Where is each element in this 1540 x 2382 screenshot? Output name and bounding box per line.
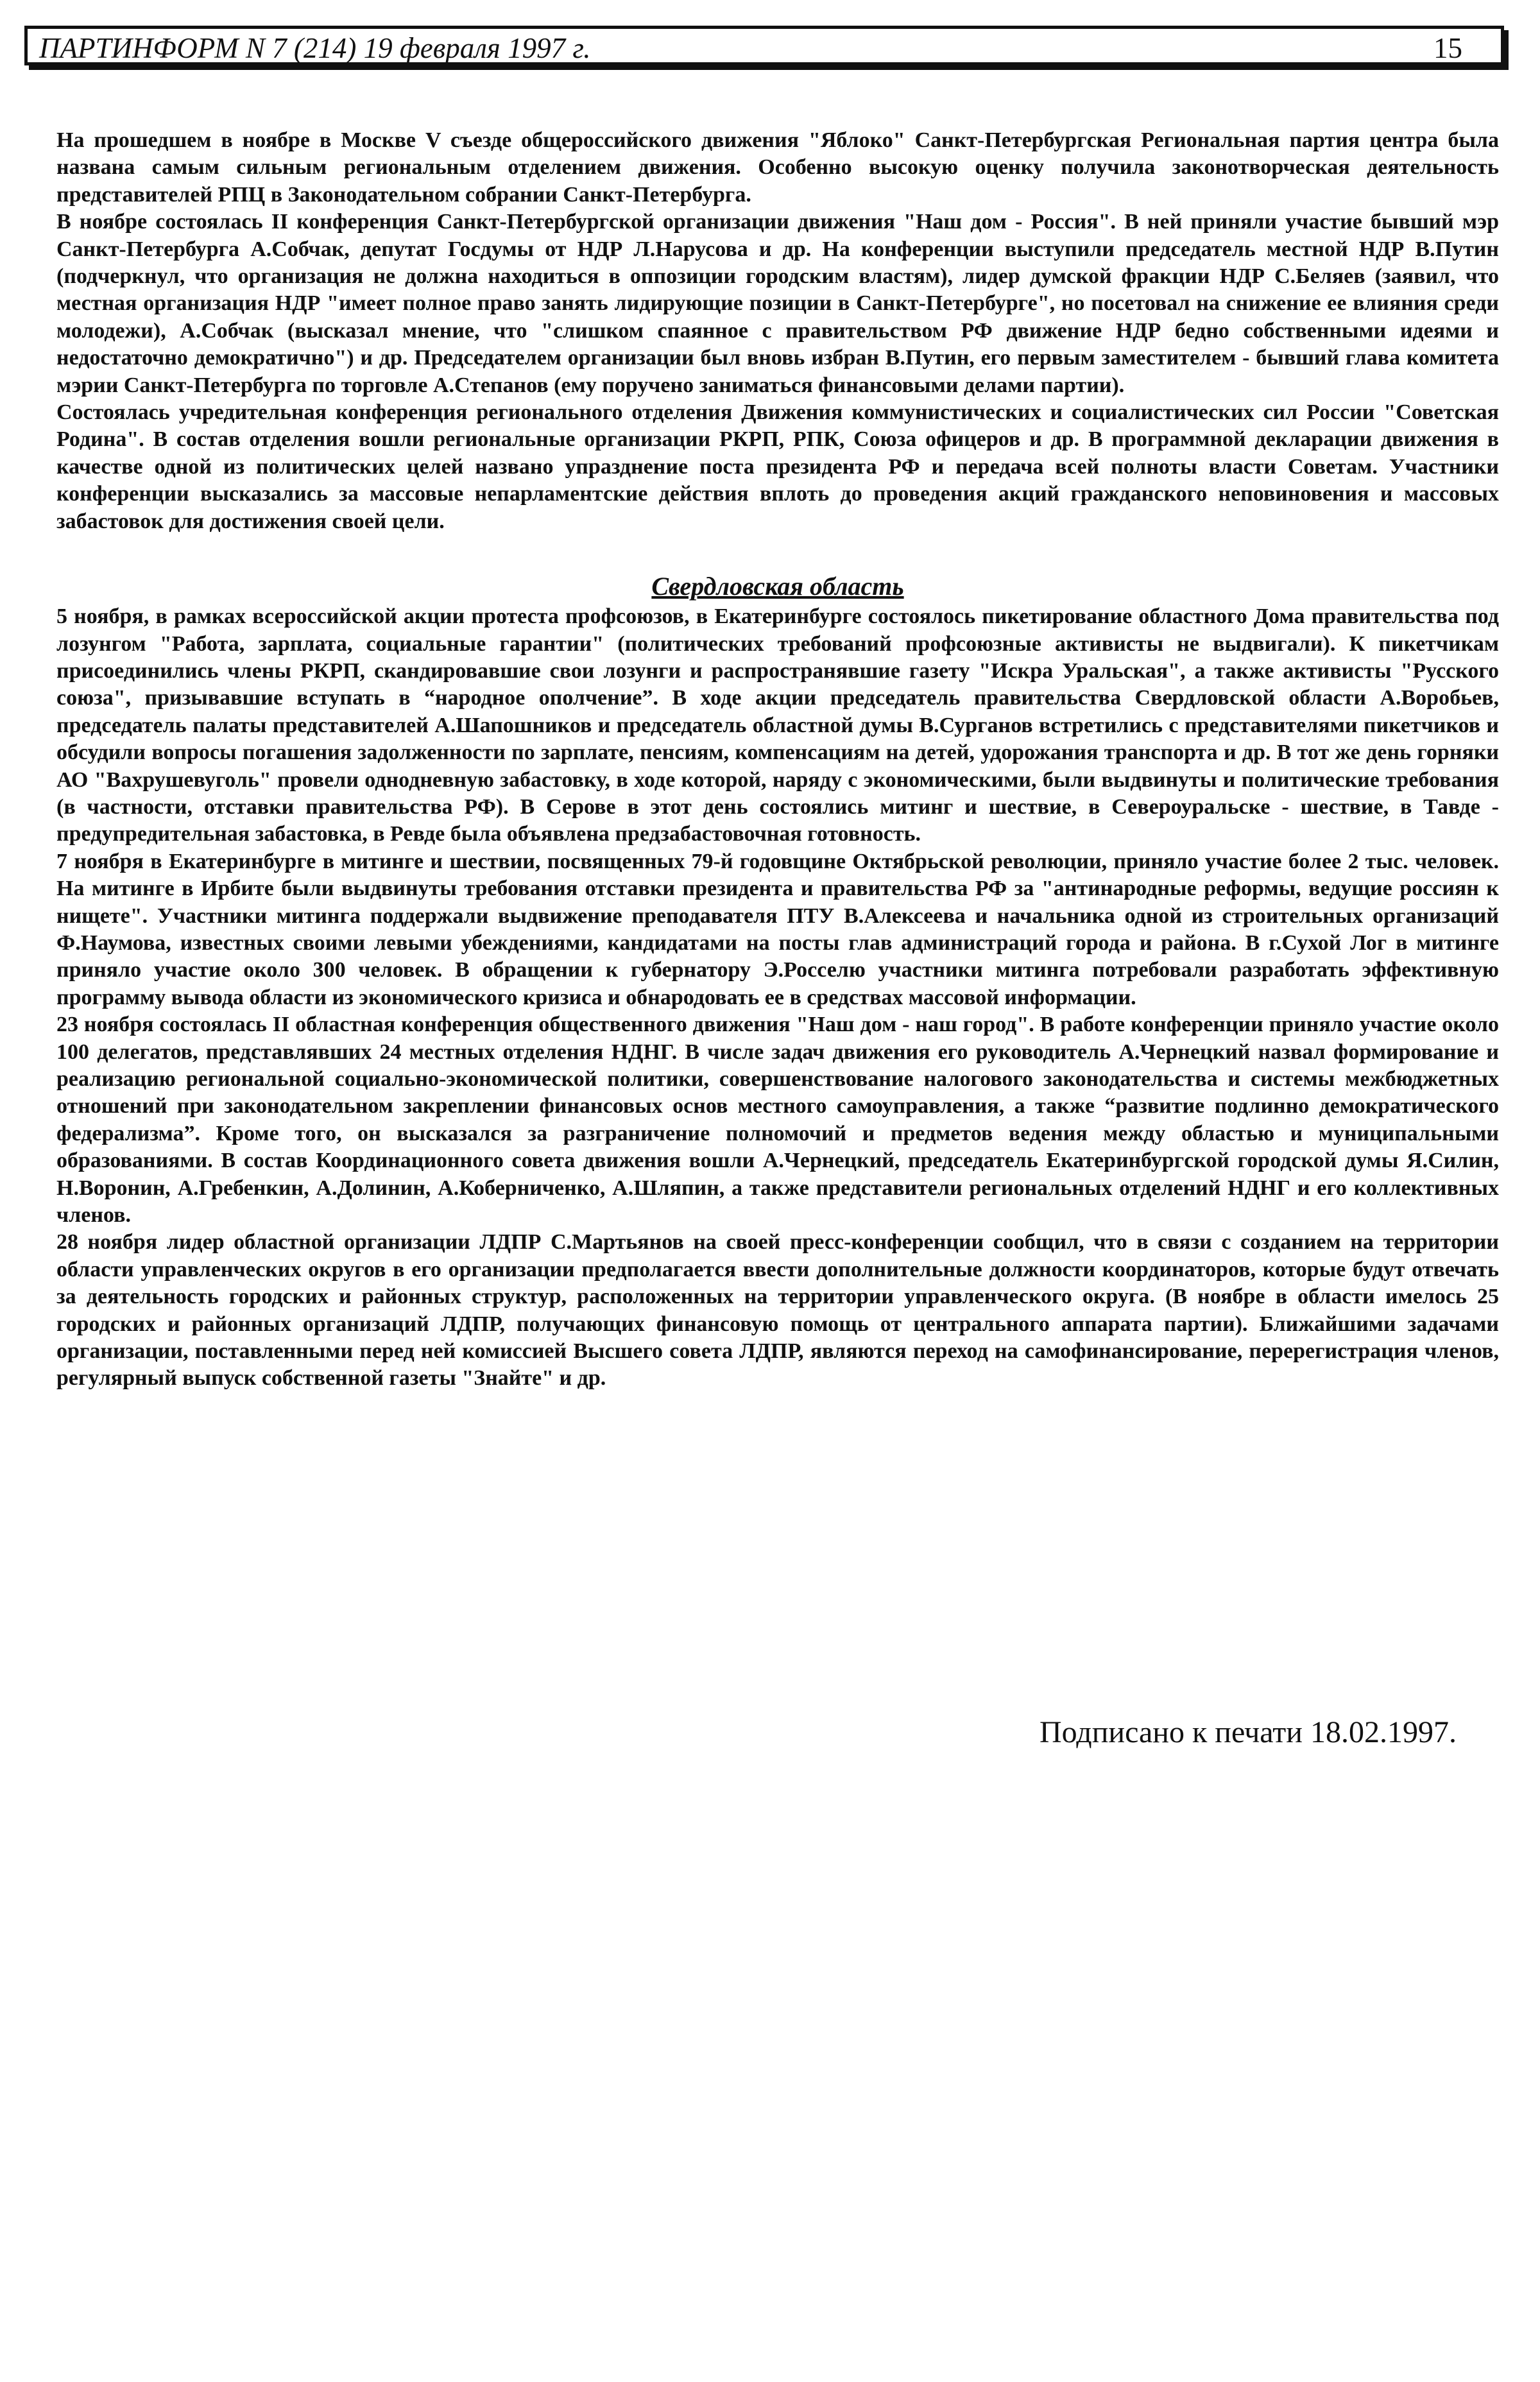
section-title-sverdlovsk: Свердловская область — [651, 572, 904, 601]
signed-to-print: Подписано к печати 18.02.1997. — [1040, 1715, 1457, 1749]
article-body — [56, 127, 1499, 1392]
page-header — [24, 26, 1504, 65]
paragraph-nov-28: 28 ноября лидер областной организации ЛДПР С.Мартьянов на своей пресс-конференции сообщил, что в связи с созданием на территории области управленческих округов в его организации предполагается ввести дополнительные должности координаторов, которые будут отвечать за деятельность городских и районных структур, расположенных на территории управленческого округа. (В ноябре в области имелось 25 городских и районных организаций ЛДПР, получающих финансовую помощь от центрального аппарата партии). Ближайшими задачами организации, поставленными перед ней комиссией Высшего совета ЛДПР, являются переход на самофинансирование, перерегистрация членов, регулярный выпуск собственной газеты "Знайте" и др. — [56, 1230, 1499, 1391]
paragraph-nov-23: 23 ноября состоялась II областная конференция общественного движения "Наш дом - наш город". В работе конференции приняло участие около 100 делегатов, представлявших 24 местных отделения НДНГ. В числе задач движения его руководитель А.Чернецкий назвал формирование и реализацию региональной социально-экономической политики, совершенствование налогового законодательства и системы межбюджетных отношений при законодательном закреплении финансовых основ местного самоуправления, а также “развитие подлинно демократического федерализма”. Кроме того, он высказался за разграничение полномочий и предметов ведения между областью и муниципальными образованиями. В состав Координационного совета движения вошли А.Чернецкий, председатель Екатеринбургской городской думы Я.Силин, Н.Воронин, А.Гребенкин, А.Долинин, А.Коберниченко, А.Шляпин, а также представители региональных отделений НДНГ и его коллективных членов. — [56, 1013, 1499, 1228]
header-title: ПАРТИНФОРМ N 7 (214) 19 февраля 1997 г. — [39, 32, 591, 64]
page-number: 15 — [1433, 32, 1462, 64]
paragraph-nov-7: 7 ноября в Екатеринбурге в митинге и шествии, посвященных 79-й годовщине Октябрьской революции, приняло участие более 2 тыс. человек. На митинге в Ирбите были выдвинуты требования отставки президента и правительства РФ за "антинародные реформы, ведущие россиян к нищете". Участники митинга поддержали выдвижение преподавателя ПТУ В.Алексеева и начальника одной из строительных организаций Ф.Наумова, известных своими левыми убеждениями, кандидатами на посты глав администраций города и района. В г.Сухой Лог в митинге приняло участие около 300 человек. В обращении к губернатору Э.Росселю участники митинга потребовали разработать эффективную программу вывода области из экономического кризиса и обнародовать ее в средствах массовой информации. — [56, 849, 1499, 1009]
paragraph-ndr-conference: В ноябре состоялась II конференция Санкт-Петербургской организации движения "Наш дом - Россия". В ней приняли участие бывший мэр Санкт-Петербурга А.Собчак, депутат Госдумы от НДР Л.Нарусова и др. На конференции выступили председатель местной НДР В.Путин (подчеркнул, что организация не должна находиться в оппозиции городским властям), лидер думской фракции НДР С.Беляев (заявил, что местная организация НДР "имеет полное право занять лидирующие позиции в Санкт-Петербурге", но посетовал на снижение ее влияния среди молодежи), А.Собчак (высказал мнение, что "слишком спаянное с правительством РФ движение НДР бедно собственными идеями и недостаточно демократично") и др. Председателем организации был вновь избран В.Путин, его первым заместителем - бывший глава комитета мэрии Санкт-Петербурга по торговле А.Степанов (ему поручено заниматься финансовыми делами партии). — [56, 210, 1499, 397]
paragraph-nov-5: 5 ноября, в рамках всероссийской акции протеста профсоюзов, в Екатеринбурге состоялось пикетирование областного Дома правительства под лозунгом "Работа, зарплата, социальные гарантии" (политических требований профсоюзные активисты не выдвигали). К пикетчикам присоединились члены РКРП, скандировавшие свои лозунги и распространявшие газету "Искра Уральская", а также активисты "Русского союза", призывавшие вступать в “народное ополчение”. В ходе акции председатель правительства Свердловской области А.Воробьев, председатель палаты представителей А.Шапошников и председатель областной думы В.Сурганов встретились с представителями пикетчиков и обсудили вопросы погашения задолженности по зарплате, пенсиям, компенсациям на детей, удорожания транспорта и др. В тот же день горняки АО "Вахрушевуголь" провели однодневную забастовку, в ходе которой, наряду с экономическими, были выдвинуты и политические требования (в частности, отставки правительства РФ). В Серове в этот день состоялись митинг и шествие, в Североуральске - шествие, в Тавде - предупредительная забастовка, в Ревде была объявлена предзабастовочная готовность. — [56, 604, 1499, 846]
paragraph-yabloko: На прошедшем в ноябре в Москве V съезде общероссийского движения "Яблоко" Санкт-Петербургская Региональная партия центра была названа самым сильным региональным отделением движения. Особенно высокую оценку получила законотворческая деятельность представителей РПЦ в Законодательном собрании Санкт-Петербурга. — [56, 128, 1499, 207]
paragraph-sovetskaya-rodina: Состоялась учредительная конференция регионального отделения Движения коммунистических и социалистических сил России "Советская Родина". В состав отделения вошли региональные организации РКРП, РПК, Союза офицеров и др. В программной декларации движения в качестве одной из политических целей названо упразднение поста президента РФ и передача всей полноты власти Советам. Участники конференции высказались за массовые непарламентские действия вплоть до проведения акций гражданского неповиновения и массовых забастовок для достижения своей цели. — [56, 400, 1499, 533]
